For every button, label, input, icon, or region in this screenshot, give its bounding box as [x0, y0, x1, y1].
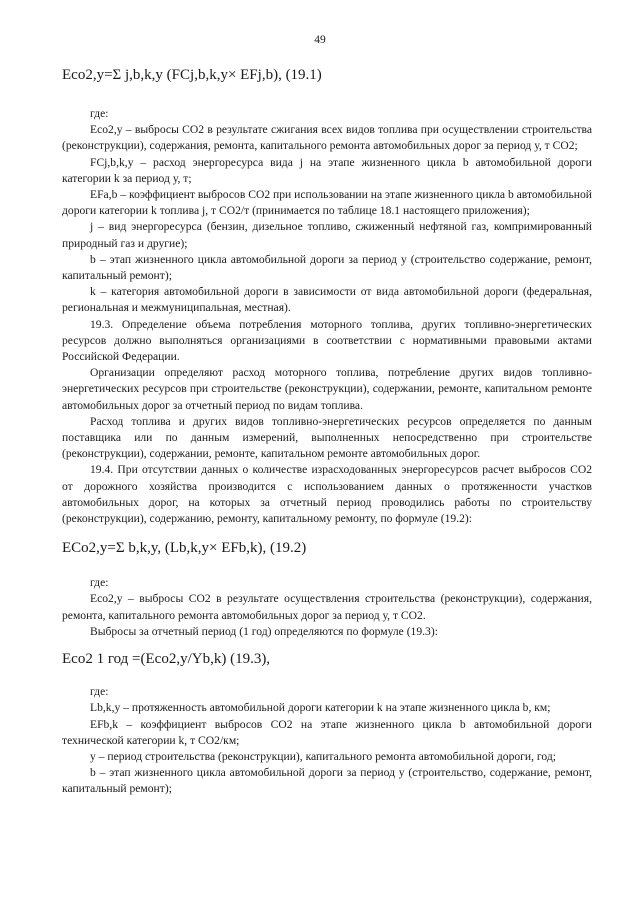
paragraph-annual-emissions: Выбросы за отчетный период (1 год) определяются по формуле (19.3): [90, 624, 438, 638]
page-number: 49 [314, 34, 326, 46]
definition-ef-bk: EFb,k – коэффициент выбросов СО2 на этапе жизненного цикла b автомобильной дороги технической категории k, т СО2/км; [62, 717, 592, 747]
definition-k: k – категория автомобильной дороги в зависимости от вида автомобильной дороги (федеральная, региональная и межмуниципальная, местная). [62, 285, 592, 315]
definition-eco2: Eco2,y – выбросы СО2 в результате сжигания всех видов топлива при осуществлении строительства (реконструкции), содержания, ремонта, капитального ремонта автомобильных дорог за период у, т СО2; [62, 123, 592, 153]
definition-length: Lb,k,y – протяженность автомобильной дороги категории k на этапе жизненного цикла b, км; [90, 701, 551, 715]
definition-ef: EFa,b – коэффициент выбросов СО2 при использовании на этапе жизненного цикла b автомобильной дороги категории k топлива j, т СО2/т (принимается по таблице 18.1 настоящего приложения); [62, 188, 592, 218]
document-body [62, 62, 592, 798]
definition-j: j – вид энергоресурса (бензин, дизельное топливо, сжиженный нефтяной газ, компримированный природный газ и другие); [62, 220, 592, 250]
paragraph-19-4: 19.4. При отсутствии данных о количестве израсходованных энергоресурсов расчет выбросов СО2 от дорожного хозяйства производится с использованием данных о протяженности участков автомобильных дорог, на которых за отчетный период проводились работы по строительству (реконструкции), содержанию, ремонту, капитальному ремонту, по формуле (19.2): [62, 463, 592, 526]
formula-19-3: Eco2 1 год =(Eco2,y/Yb,k) (19.3), [62, 651, 271, 668]
paragraph-19-3: 19.3. Определение объема потребления моторного топлива, других топливно-энергетических ресурсов должно выполняться организациями в соответствии с нормативными правовыми актами Российской Федерации. [62, 317, 592, 364]
formula-19-2: ECo2,y=Σ b,k,y, (Lb,k,y× EFb,k), (19.2) [62, 540, 307, 557]
definition-period: у – период строительства (реконструкции), капитального ремонта автомобильной дороги, год; [90, 749, 556, 763]
definition-eco2-construction: Eco2,y – выбросы СО2 в результате осуществления строительства (реконструкции), содержания, ремонта, капитального ремонта автомобильных дорог за период у, т СО2. [62, 592, 592, 622]
paragraph-organizations: Организации определяют расход моторного топлива, потребление других видов топливно-энергетических ресурсов при строительстве (реконструкции), содержании, ремонте, капитальном ремонте автомобильных дорог за отчетный период по видам топлива. [62, 366, 592, 412]
formula-19-1: Eco2,y=Σ j,b,k,y (FCj,b,k,y× EFj,b), (19.1) [62, 67, 322, 83]
paragraph-fuel-consumption: Расход топлива и других видов топливно-энергетических ресурсов определяется по данным поставщика или по данным измерений, выполненных непосредственно при строительстве (реконструкции), содержании, ремонте, капитальном ремонте автомобильных дорог. [62, 414, 592, 461]
where-label: где: [90, 685, 109, 699]
definition-fc: FCj,b,k,y – расход энергоресурса вида j на этапе жизненного цикла b автомобильной дороги категории k за период у, т; [62, 155, 592, 185]
where-label: где: [90, 576, 109, 590]
definition-b: b – этап жизненного цикла автомобильной дороги за период у (строительство содержание, ремонт, капитальный ремонт); [62, 252, 592, 283]
definition-lifecycle: b – этап жизненного цикла автомобильной дороги за период у (строительство, содержание, ремонт, капитальный ремонт); [62, 766, 592, 796]
where-label: где: [90, 107, 109, 120]
